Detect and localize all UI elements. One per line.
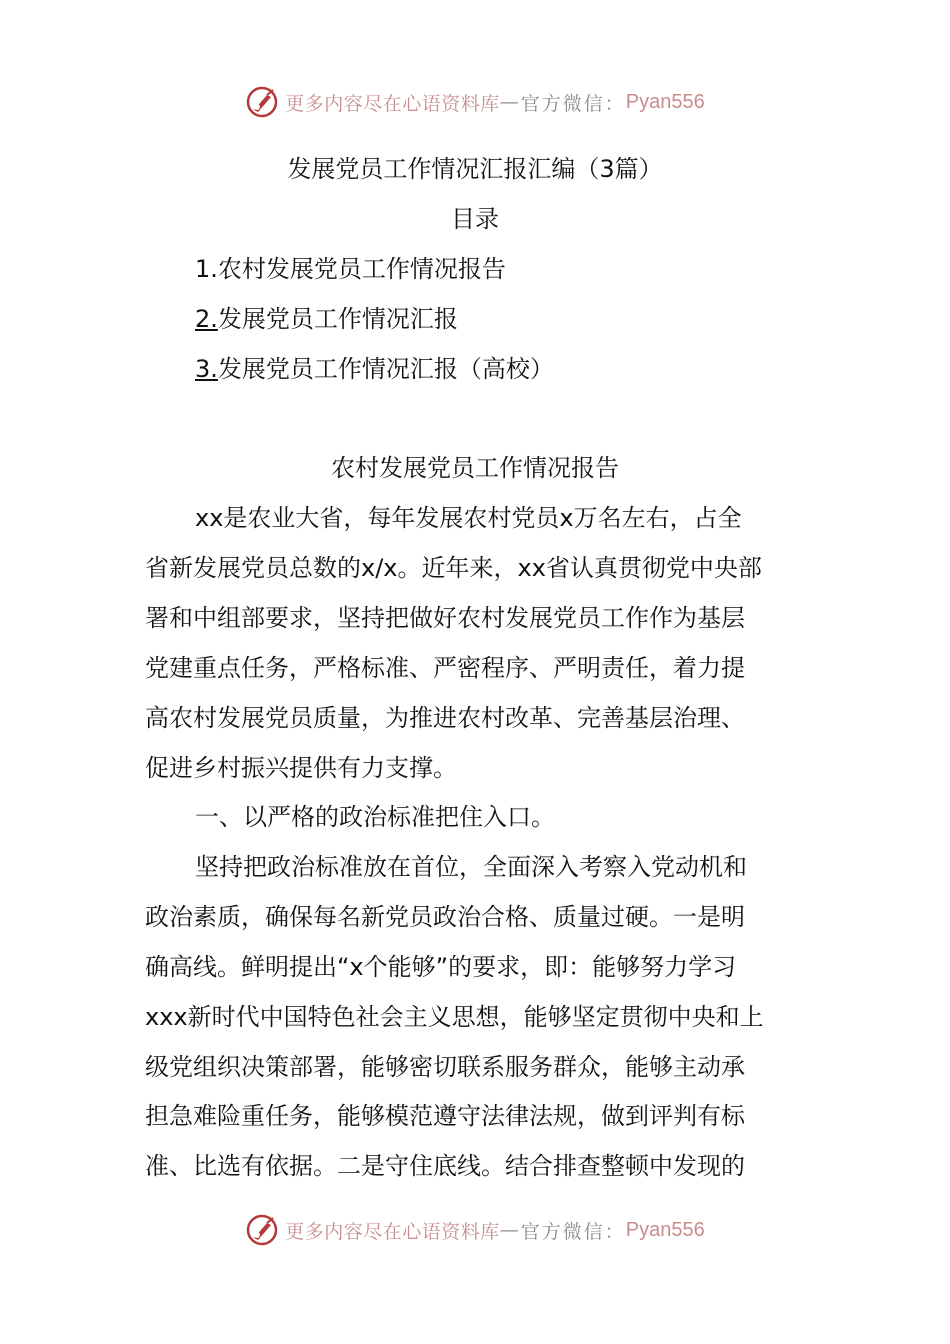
- toc-item-label: 农村发展党员工作情况报告: [217, 255, 506, 283]
- section-heading: 一、以严格的政治标准把住入口。: [195, 803, 555, 831]
- banner-wechat-id: Pyan556: [625, 90, 705, 113]
- banner-wechat-id: Pyan556: [625, 1218, 705, 1241]
- toc-item-label: 发展党员工作情况汇报: [217, 305, 458, 333]
- banner-dash: —: [499, 91, 521, 113]
- quill-pen-seal-icon: [245, 1213, 279, 1247]
- toc-item-1[interactable]: [195, 254, 506, 284]
- body-line: xx是农业大省，每年发展农村党员x万名左右，占全: [195, 504, 742, 532]
- body-line: 政治素质，确保每名新党员政治合格、质量过硬。一是明: [145, 903, 745, 931]
- body-line: 省新发展党员总数的x/x。近年来，xx省认真贯彻党中央部: [145, 554, 762, 582]
- document-title: 发展党员工作情况汇报汇编（3篇）: [287, 155, 663, 183]
- banner-wechat-label: 官方微信：: [520, 1220, 626, 1243]
- section-title: 农村发展党员工作情况报告: [331, 454, 619, 482]
- body-line: 促进乡村振兴提供有力支撑。: [145, 754, 457, 782]
- toc-item-3[interactable]: [195, 354, 554, 384]
- toc-item-number: 2.: [195, 305, 218, 333]
- body-line: 担急难险重任务，能够模范遵守法律法规，做到评判有标: [145, 1102, 745, 1130]
- body-line: 署和中组部要求，坚持把做好农村发展党员工作作为基层: [145, 604, 745, 632]
- quill-pen-seal-icon: [245, 85, 279, 119]
- toc-item-number: 3.: [195, 355, 218, 383]
- banner-dash: —: [499, 1219, 521, 1241]
- body-line: 准、比选有依据。二是守住底线。结合排查整顿中发现的: [145, 1152, 745, 1180]
- banner-text: 更多内容尽在心语资料库: [285, 1220, 500, 1243]
- header-banner: [0, 82, 950, 122]
- toc-item-label: 发展党员工作情况汇报（高校）: [217, 355, 554, 383]
- toc-item-2[interactable]: [195, 304, 458, 334]
- banner-text: 更多内容尽在心语资料库: [285, 92, 500, 115]
- toc-heading: 目录: [451, 205, 499, 233]
- body-line: 级党组织决策部署，能够密切联系服务群众，能够主动承: [145, 1053, 745, 1081]
- toc-item-number: 1.: [195, 255, 218, 283]
- body-line: 党建重点任务，严格标准、严密程序、严明责任，着力提: [145, 654, 745, 682]
- footer-banner: [0, 1210, 950, 1250]
- body-line: xxx新时代中国特色社会主义思想，能够坚定贯彻中央和上: [145, 1003, 764, 1031]
- banner-wechat-label: 官方微信：: [520, 92, 626, 115]
- body-line: 坚持把政治标准放在首位，全面深入考察入党动机和: [195, 853, 747, 881]
- body-line: 确高线。鲜明提出“x个能够”的要求，即：能够努力学习: [145, 953, 737, 981]
- body-line: 高农村发展党员质量，为推进农村改革、完善基层治理、: [145, 704, 745, 732]
